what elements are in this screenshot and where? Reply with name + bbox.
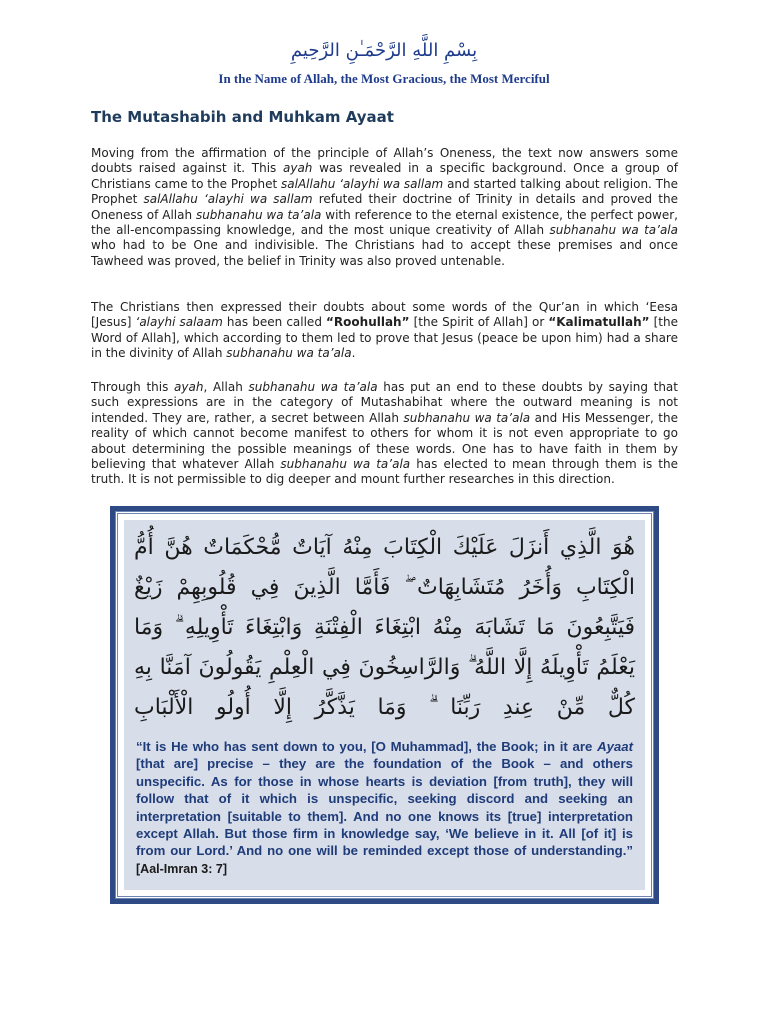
verse-reference: [Aal-Imran 3: 7] — [136, 861, 227, 876]
paragraph-2: The Christians then expressed their doubts about some words of the Qur’an in which ‘Eesa [Jesus] ‘alayhi salaam has been called “Roohullah” [the Spirit of Allah] or “Kalimatullah” [the Word of Allah], which according to them led to prove that Jesus (peace be upon him) had a share in the divinity of Allah subhanahu wa ta’ala. — [91, 300, 678, 361]
quran-verse-inner — [115, 511, 654, 899]
quran-verse-translation: “It is He who has sent down to you, [O Muhammad], the Book; in it are Ayaat [that are] precise – they are the foundation of the Book – and others unspecific. As for those in whose hearts is deviation [from truth], they will follow that of it which is unspecific, seeking discord and seeking an interpretation [suitable to them]. And no one knows its [true] interpretation except Allah. But those firm in knowledge say, ‘We believe in it. All [of it] is from our Lord.’ And no one will be reminded except those of understanding.” [Aal-Imran 3: 7] — [136, 739, 633, 876]
bismillah-arabic: بِسْمِ اللَّهِ الرَّحْمَـٰنِ الرَّحِيمِ — [290, 40, 478, 61]
paragraph-3: Through this ayah, Allah subhanahu wa ta’ala has put an end to these doubts by saying that such expressions are in the category of Mutashabihat where the outward meaning is not intended. They are, rather, a secret between Allah subhanahu wa ta’ala and His Messenger, the reality of which cannot become manifest to others for whom it is not even appropriate to go about determining the possible meanings of these words. One has to have faith in them by believing that whatever Allah subhanahu wa ta’ala has elected to mean through them is the truth. It is not permissible to dig deeper and mount further researches in this direction. — [91, 380, 678, 487]
quran-verse-box — [110, 506, 659, 904]
bismillah-translation: In the Name of Allah, the Most Gracious, the Most Merciful — [218, 71, 550, 86]
paragraph-1: Moving from the affirmation of the principle of Allah’s Oneness, the text now answers some doubts raised against it. This ayah was revealed in a specific background. Once a group of Christians came to the Prophet salAllahu ‘alayhi wa sallam and started talking about religion. The Prophet salAllahu ‘alayhi wa sallam refuted their doctrine of Trinity in details and proved the Oneness of Allah subhanahu wa ta’ala with reference to the eternal existence, the perfect power, the all-encompassing knowledge, and the most unique creativity of Allah subhanahu wa ta’ala who had to be One and indivisible. The Christians had to accept these premises and once Tawheed was proved, the belief in Trinity was also proved untenable. — [91, 146, 679, 268]
section-title: The Mutashabih and Muhkam Ayaat — [91, 108, 394, 126]
quran-verse-arabic: هُوَ الَّذِي أَنزَلَ عَلَيْكَ الْكِتَابَ مِنْهُ آيَاتٌ مُّحْكَمَاتٌ هُنَّ أُمُّ الْكِتَابِ وَأُخَرُ مُتَشَابِهَاتٌ ۖ فَأَمَّا الَّذِينَ فِي قُلُوبِهِمْ زَيْغٌ فَيَتَّبِعُونَ مَا تَشَابَهَ مِنْهُ ابْتِغَاءَ الْفِتْنَةِ وَابْتِغَاءَ تَأْوِيلِهِ ۗ وَمَا يَعْلَمُ تَأْوِيلَهُ إِلَّا اللَّهُ ۗ وَالرَّاسِخُونَ فِي الْعِلْمِ يَقُولُونَ آمَنَّا بِهِ كُلٌّ مِّنْ عِندِ رَبِّنَا ۗ وَمَا يَذَّكَّرُ إِلَّا أُولُو الْأَلْبَابِ — [134, 535, 635, 720]
